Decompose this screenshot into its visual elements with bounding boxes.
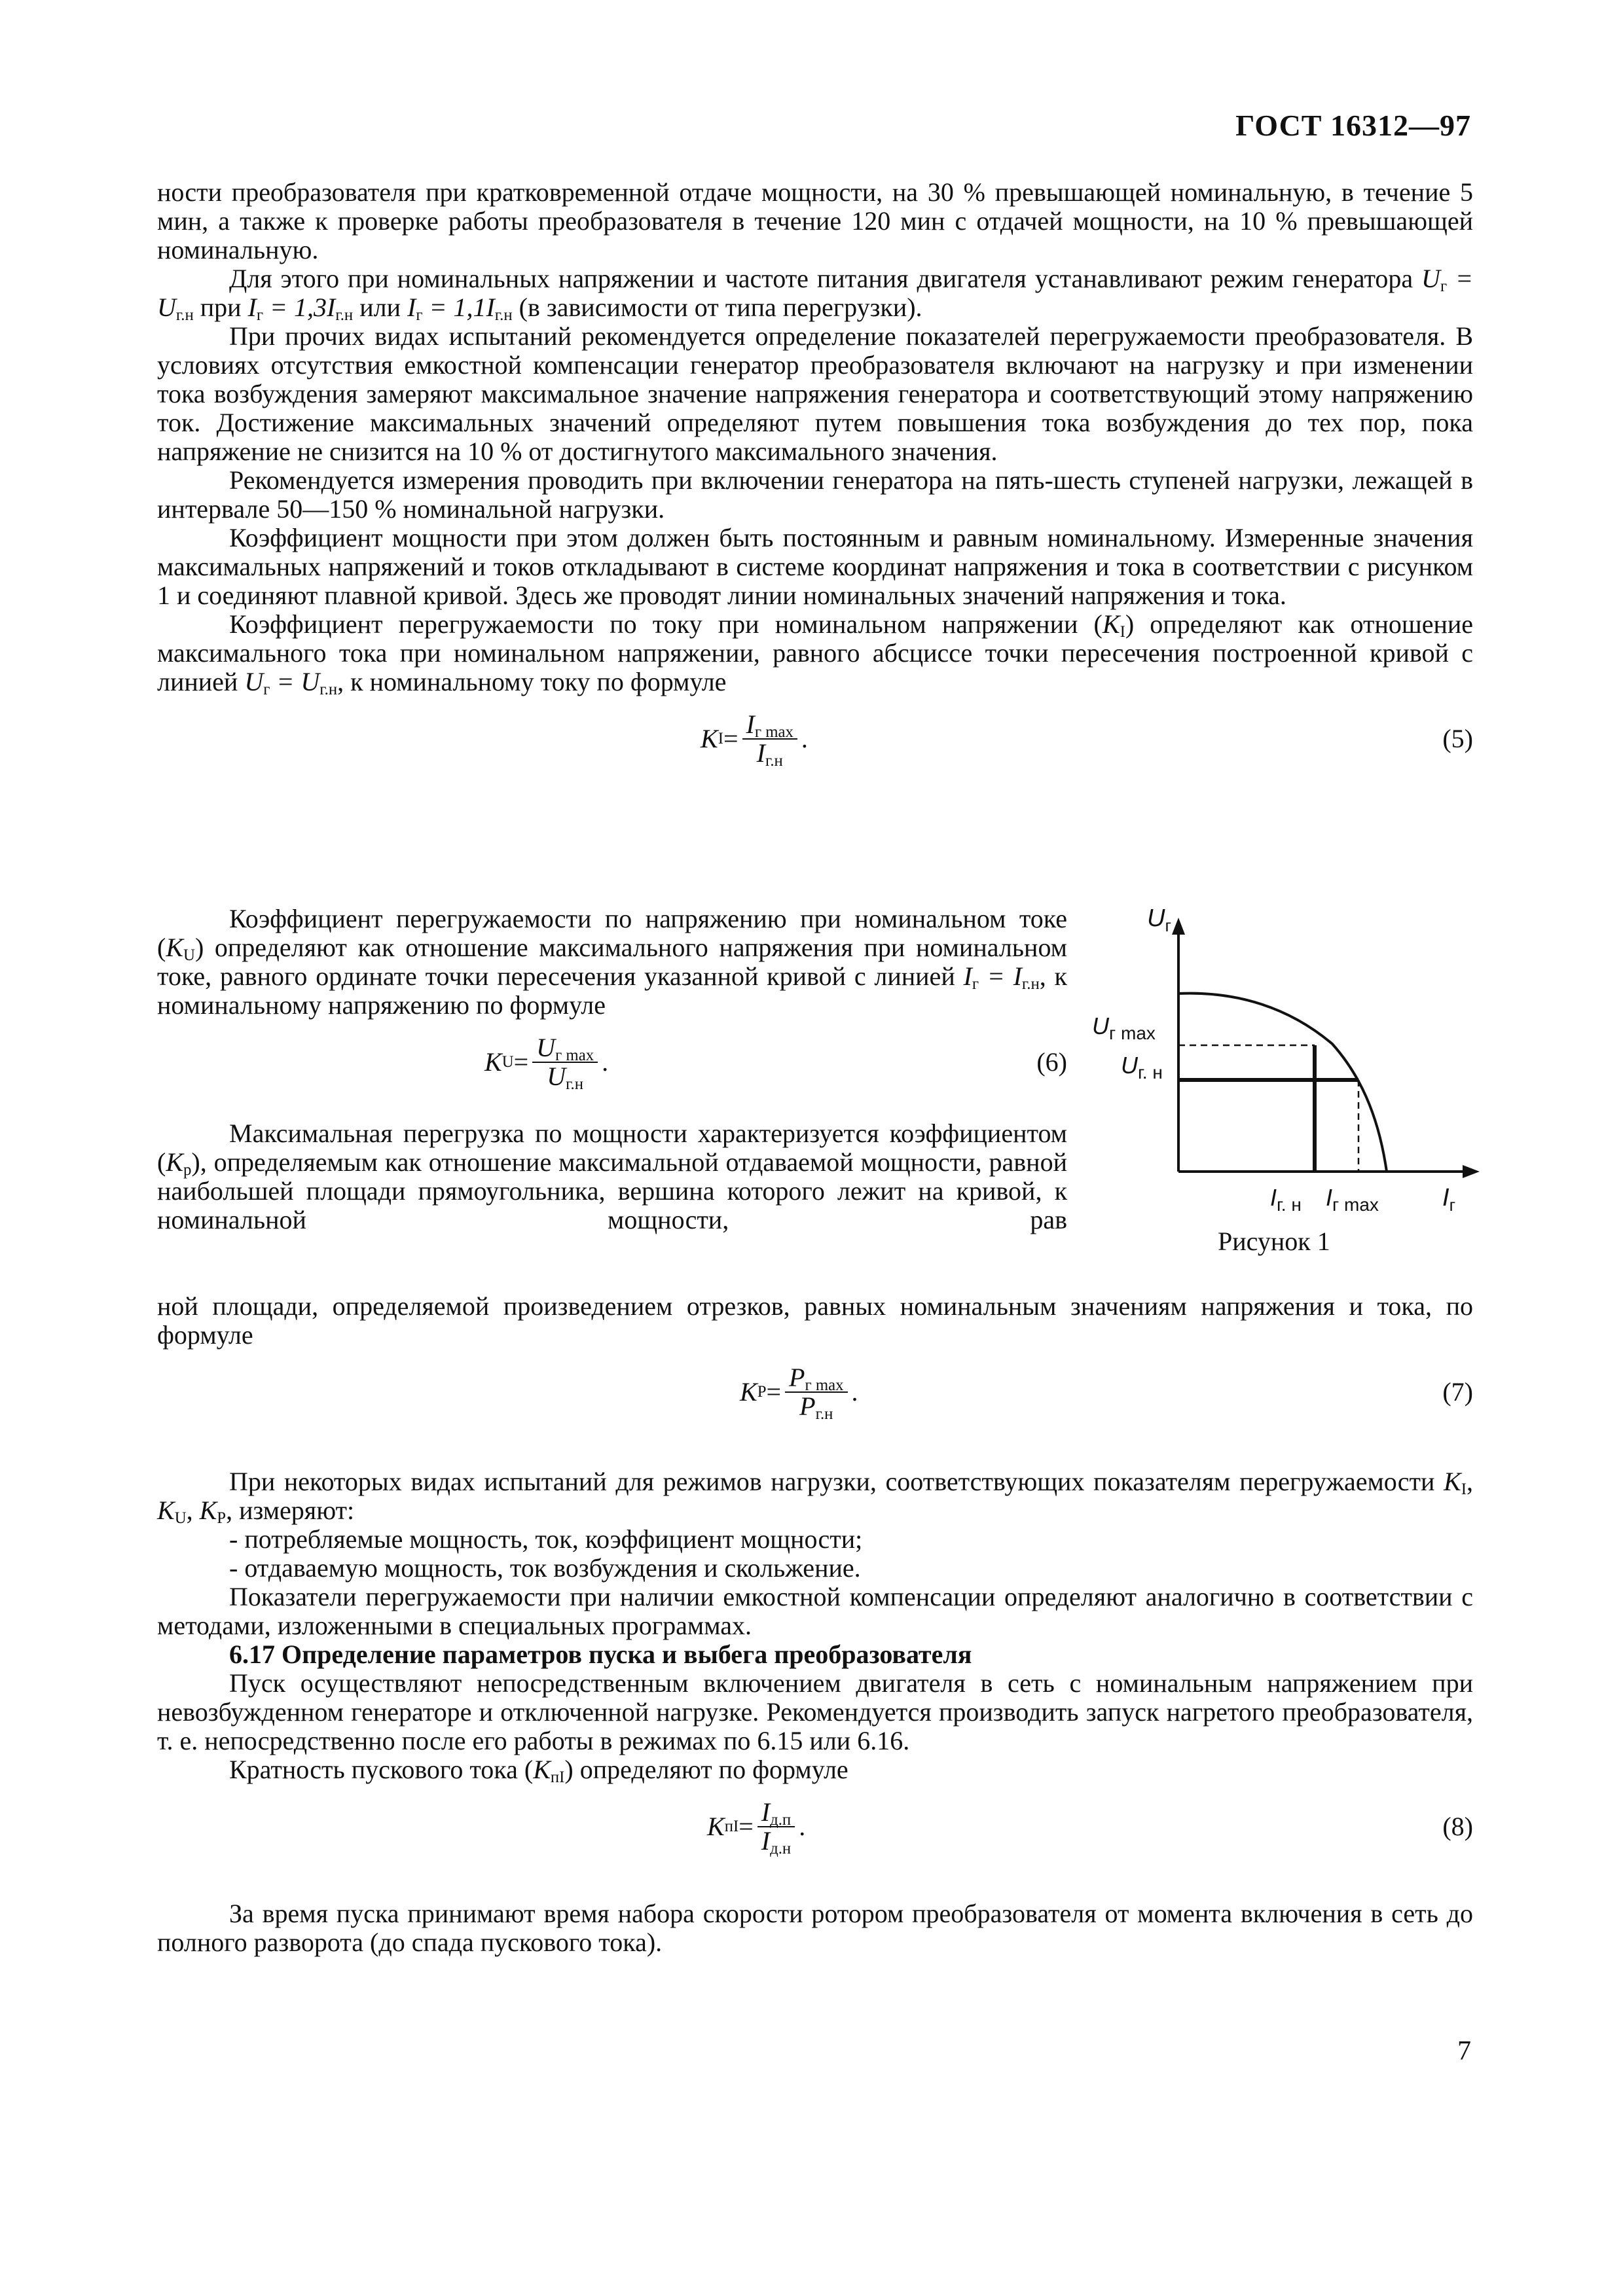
section-heading: 6.17 Определение параметров пуска и выбега преобразователя (229, 1640, 972, 1669)
x-axis-arrow (1463, 1165, 1480, 1178)
equation-number: (5) (1442, 724, 1473, 753)
paragraph: Максимальная перегрузка по мощности характеризуется коэффициентом $(K_p)$, определяемым как отношение максимальной отдаваемой мощности, равной наибольшей площади прямоугольника, вершина которого лежит на кривой, к номинальной мощности, рав (157, 1119, 1067, 1234)
text-block-bottom (157, 1292, 1473, 1957)
equation-number: (6) (1036, 1047, 1067, 1077)
u-nom-label: $U_{г. н}$ (1121, 1052, 1163, 1083)
paragraph: Пуск осуществляют непосредственным включением двигателя в сеть с номинальным напряжением при невозбужденном генераторе и отключенной нагрузке. Рекомендуется производить запуск нагретого преобразователя, т. е. непосредственно после его работы в режимах по 6.15 или 6.16. (157, 1668, 1473, 1755)
paragraph: Коэффициент мощности при этом должен быть постоянным и равным номинальному. Измеренные значения максимальных напряжений и токов откладывают в системе координат напряжения и тока в соответствии с рисунком 1 и соединяют плавной кривой. Здесь же проводят линии номинальных значений напряжения и тока. (157, 523, 1473, 610)
figure-1-diagram (1061, 903, 1480, 1270)
paragraph: При некоторых видах испытаний для режимов нагрузки, соответствующих показателям перегружаемости $K_I$, $K_U$, $K_P$, измеряют: (157, 1467, 1473, 1528)
formula-8: K пI = $\frac{I_{д.п}}{I_{д.н}}$ . (8) (157, 1784, 1473, 1869)
x-axis-label: $I_г$ (1442, 1184, 1456, 1215)
document-header: ГОСТ 16312—97 (1235, 109, 1471, 142)
i-nom-label: $I_{г. н}$ (1270, 1184, 1302, 1215)
text-block-top (157, 178, 1473, 781)
paragraph: ной площади, определяемой произведением отрезков, равных номинальным значениям напряжения и тока, по формуле (157, 1291, 1473, 1350)
y-axis-arrow (1172, 918, 1185, 935)
paragraph: Для этого при номинальных напряжении и частоте питания двигателя устанавливают режим генератора $U_г = U_{г.н}$ при $I_г = 1,3I_{г.н}$ или $I_г = 1,1I_{г.н}$ (в зависимости от типа перегрузки). (157, 264, 1473, 325)
fraction: $\frac{I_{д.п}}{I_{д.н}}$ (757, 1799, 795, 1855)
paragraph: За время пуска принимают время набора скорости ротором преобразователя от момента включения в сеть до полного разворота (до спада пускового тока). (157, 1899, 1473, 1957)
list-item: - отдаваемую мощность, ток возбуждения и скольжение. (229, 1553, 861, 1583)
paragraph: ности преобразователя при кратковременной отдаче мощности, на 30 % превышающей номинальную, в течение 5 мин, а также к проверке работы преобразователя в течение 120 мин с отдачей мощности, на 10 % превышающей номинальную. (157, 177, 1473, 264)
y-axis-label: $U_г$ (1147, 905, 1171, 935)
fraction: $\frac{I_{г max}}{I_{г.н}}$ (742, 711, 797, 767)
equation-number: (7) (1442, 1377, 1473, 1407)
text-block-narrow (157, 905, 1067, 1234)
figure-caption: Рисунок 1 (1218, 1227, 1330, 1256)
paragraph: Коэффициент перегружаемости по напряжению при номинальном токе $(K_U)$ определяют как отношение максимального напряжения при номинальном токе, равного ординате точки пересечения указанной кривой с линией $I_г = I_{г.н}$, к номинальному напряжению по формуле (157, 904, 1067, 1020)
paragraph: При прочих видах испытаний рекомендуется определение показателей перегружаемости преобразователя. В условиях отсутствия емкостной компенсации генератор преобразователя включают на нагрузку и при изменении тока возбуждения замеряют максимальное значение напряжения генератора и соответствующий этому напряжению ток. Достижение максимальных значений определяют путем повышения тока возбуждения до тех пор, пока напряжение не снизится на 10 % от достигнутого максимального значения. (157, 321, 1473, 466)
formula-6: K U = $\frac{U_{г max}}{U_{г.н}}$ . (6) (157, 1020, 1067, 1105)
formula-5: K I = $\frac{I_{г max}}{I_{г.н}}$ . (5) (157, 696, 1473, 781)
fraction: $\frac{P_{г max}}{P_{г.н}}$ (785, 1364, 848, 1420)
load-curve (1178, 994, 1387, 1172)
paragraph: Показатели перегружаемости при наличии емкостной компенсации определяют аналогично в соответствии с методами, изложенными в специальных программах. (157, 1582, 1473, 1640)
equation-number: (8) (1442, 1812, 1473, 1841)
paragraph: Рекомендуется измерения проводить при включении генератора на пять-шесть ступеней нагрузки, лежащей в интервале 50—150 % номинальной нагрузки. (157, 465, 1473, 524)
u-max-label: $U_{г max}$ (1092, 1013, 1156, 1043)
i-max-label: $I_{г max}$ (1326, 1184, 1379, 1215)
paragraph: Кратность пускового тока $(K_{пI})$ определяют по формуле (229, 1755, 848, 1787)
list-item: - потребляемые мощность, ток, коэффициент мощности; (229, 1524, 863, 1554)
page-number: 7 (1457, 2036, 1471, 2066)
fraction: $\frac{U_{г max}}{U_{г.н}}$ (532, 1034, 598, 1090)
formula-7: K P = $\frac{P_{г max}}{P_{г.н}}$ . (7) (157, 1350, 1473, 1435)
paragraph: Коэффициент перегружаемости по току при номинальном напряжении $(K_I)$ определяют как отношение максимального тока при номинальном напряжении, равного абсциссе точки пересечения построенной кривой с линией $U_г = U_{г.н}$, к номинальному току по формуле (157, 609, 1474, 699)
